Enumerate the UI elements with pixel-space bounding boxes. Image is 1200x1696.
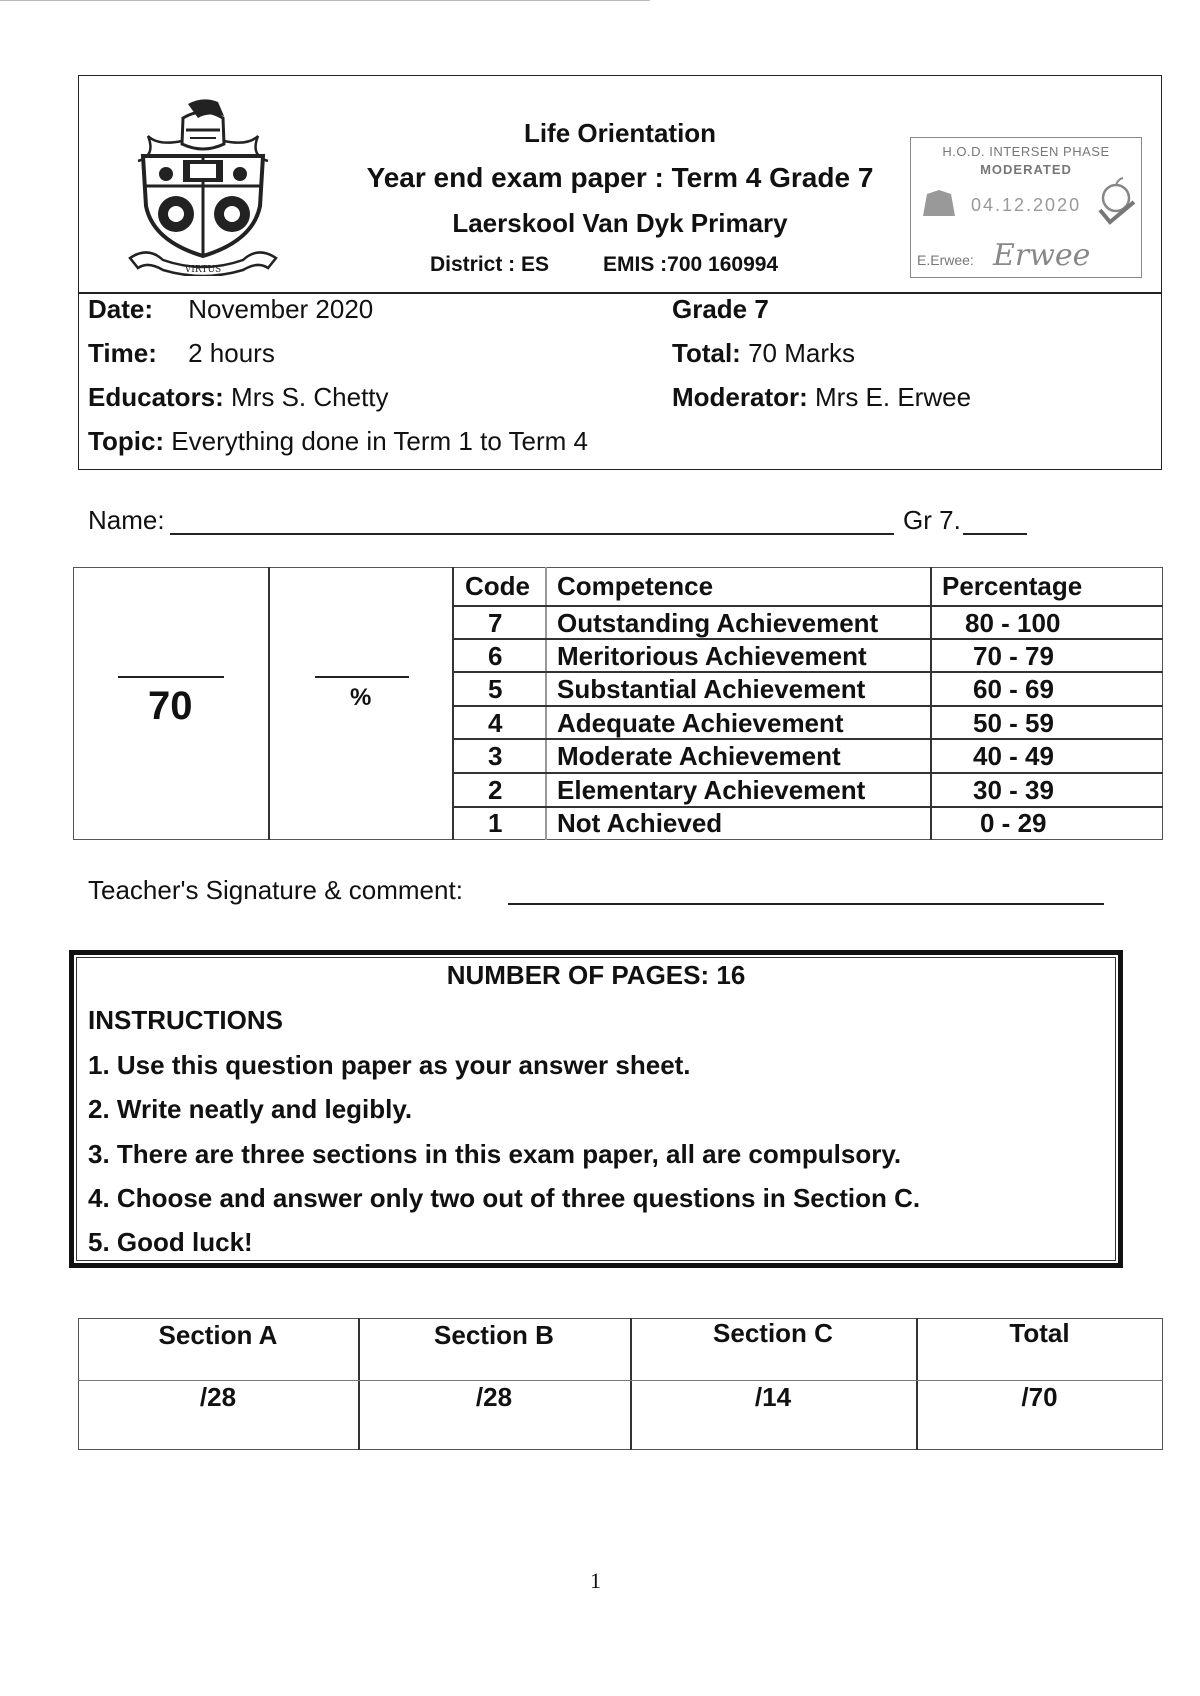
teacher-signature-line[interactable] [508, 903, 1104, 905]
district-label: District : ES [430, 253, 550, 276]
percentage-cell: 80 - 100 [965, 608, 1061, 638]
total-mark: /70 [1021, 1382, 1058, 1412]
educators-label: Educators: [88, 382, 224, 412]
code-cell: 6 [488, 641, 503, 671]
header-code: Code [465, 571, 530, 601]
percentage-cell: 0 - 29 [980, 808, 1047, 838]
class-label: Gr 7. [903, 505, 961, 535]
percentage-cell: 40 - 49 [973, 741, 1054, 771]
stamp-date: 04.12.2020 [971, 195, 1082, 215]
percentage-cell: 70 - 79 [973, 641, 1054, 671]
stamp-phase: H.O.D. INTERSEN PHASE [942, 144, 1110, 159]
grade-row [672, 294, 769, 325]
instructions-title: INSTRUCTIONS [88, 1005, 283, 1035]
total-value: 70 Marks [748, 338, 855, 368]
competence-cell: Substantial Achievement [557, 674, 866, 704]
percentage-cell: 50 - 59 [973, 708, 1054, 738]
competence-cell: Outstanding Achievement [557, 608, 879, 638]
moderation-stamp [910, 137, 1142, 278]
emis-number: EMIS :700 160994 [603, 253, 779, 276]
educators-value: Mrs S. Chetty [231, 382, 389, 412]
crest-motto: VIRTUS [184, 265, 222, 275]
scan-edge-line [0, 0, 650, 1]
time-row [88, 338, 275, 369]
number-of-pages: NUMBER OF PAGES: 16 [446, 960, 746, 990]
educators-row [88, 382, 389, 413]
school-crest-logo [128, 96, 278, 276]
subject-title: Life Orientation [523, 118, 717, 148]
percentage-score-line[interactable] [315, 676, 409, 678]
percentage-cell: 60 - 69 [973, 674, 1054, 704]
table-divider [268, 567, 270, 840]
time-value: 2 hours [188, 338, 275, 368]
stamp-signature: Erwee [993, 238, 1091, 273]
teacher-signature-label: Teacher's Signature & comment: [88, 875, 463, 905]
moderator-value: Mrs E. Erwee [815, 382, 972, 412]
school-name: Laerskool Van Dyk Primary [452, 208, 788, 238]
page-number: 1 [590, 1568, 601, 1593]
total-label: Total: [672, 338, 741, 368]
moderator-label: Moderator: [672, 382, 808, 412]
code-cell: 1 [488, 808, 503, 838]
table-row-line [452, 772, 1163, 774]
table-divider [930, 567, 932, 840]
moderator-row [672, 382, 971, 413]
code-cell: 4 [488, 708, 503, 738]
competence-cell: Elementary Achievement [557, 775, 866, 805]
total-row [672, 338, 855, 369]
name-input-line[interactable] [170, 533, 894, 535]
code-cell: 7 [488, 608, 503, 638]
competence-cell: Moderate Achievement [557, 741, 841, 771]
section-a-mark: /28 [199, 1382, 237, 1412]
table-divider [545, 567, 547, 840]
code-cell: 5 [488, 674, 503, 704]
table-row-line [452, 605, 1163, 607]
instruction-item: 4. Choose and answer only two out of three questions in Section C. [88, 1183, 921, 1213]
time-label: Time: [88, 338, 157, 368]
section-c-mark: /14 [754, 1382, 792, 1412]
date-row [88, 294, 373, 325]
section-c-header: Section C [713, 1318, 833, 1348]
table-row-line [452, 705, 1163, 707]
percent-sign: % [350, 684, 372, 711]
name-label: Name: [88, 505, 165, 535]
header-percentage: Percentage [942, 571, 1083, 601]
total-header: Total [1009, 1318, 1070, 1348]
code-cell: 2 [488, 775, 503, 805]
topic-row [88, 426, 588, 457]
competence-cell: Adequate Achievement [557, 708, 844, 738]
date-label: Date: [88, 294, 154, 324]
topic-label: Topic: [88, 426, 165, 456]
class-input-line[interactable] [963, 533, 1027, 535]
header-competence: Competence [557, 571, 714, 601]
stamp-moderator-name: E.Erwee: [917, 252, 974, 268]
section-b-header: Section B [434, 1320, 554, 1350]
instruction-item: 2. Write neatly and legibly. [88, 1094, 413, 1124]
instruction-item: 3. There are three sections in this exam paper, all are compulsory. [88, 1139, 902, 1169]
grade-value: Grade 7 [672, 294, 769, 324]
stamp-emblem-icon [919, 186, 959, 222]
instruction-item: 5. Good luck! [88, 1227, 253, 1257]
competence-cell: Meritorious Achievement [557, 641, 867, 671]
paper-title: Year end exam paper : Term 4 Grade 7 [366, 162, 874, 193]
date-value: November 2020 [188, 294, 374, 324]
table-divider [452, 567, 454, 840]
stamp-moderated: MODERATED [980, 162, 1072, 177]
percentage-cell: 30 - 39 [973, 775, 1054, 805]
topic-value: Everything done in Term 1 to Term 4 [171, 426, 588, 456]
mark-score-line[interactable] [118, 676, 224, 678]
code-cell: 3 [488, 741, 503, 771]
competence-cell: Not Achieved [557, 808, 723, 838]
section-b-mark: /28 [475, 1382, 513, 1412]
instruction-item: 1. Use this question paper as your answer sheet. [88, 1050, 691, 1080]
total-marks: 70 [148, 684, 193, 728]
apple-check-icon [1096, 176, 1136, 226]
section-a-header: Section A [158, 1320, 278, 1350]
table-row-line [78, 1380, 1163, 1381]
